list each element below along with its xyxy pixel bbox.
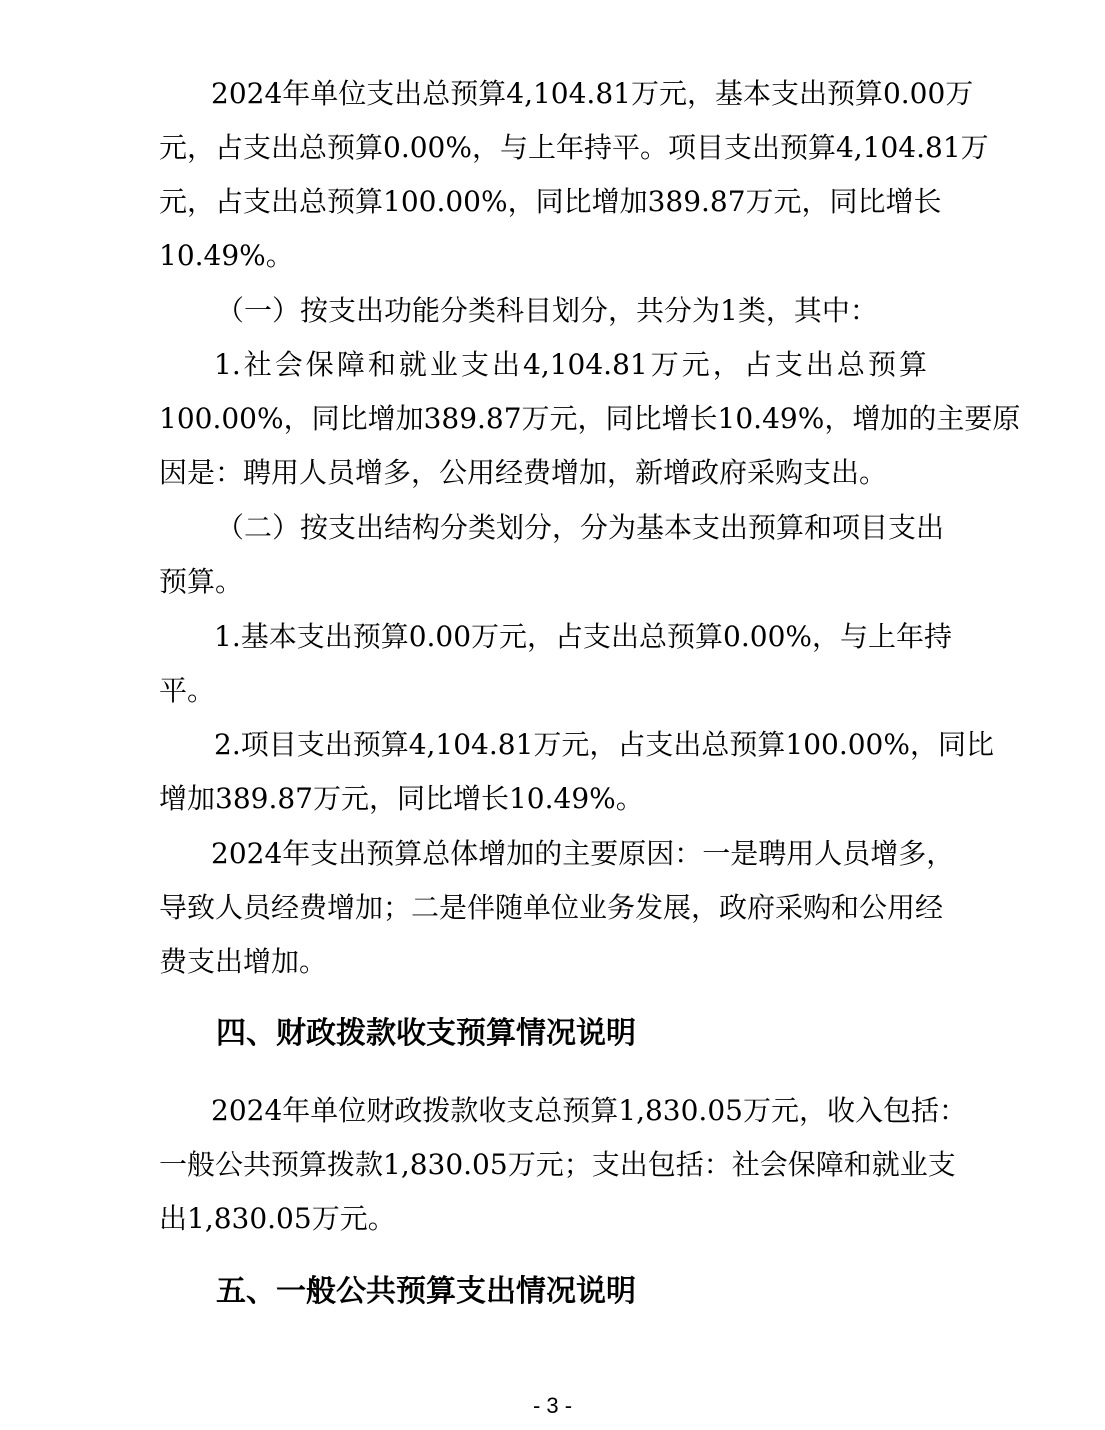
paragraph-3-line-1: 1.社会保障和就业支出4,104.81万元，占支出总预算 <box>214 348 927 381</box>
paragraph-2-line-1: （一）按支出功能分类科目划分，共分为1类，其中： <box>216 294 878 327</box>
paragraph-4-line-1: （二）按支出结构分类划分，分为基本支出预算和项目支出 <box>216 511 945 544</box>
paragraph-4-line-2: 预算。 <box>159 565 244 598</box>
paragraph-8-line-2: 一般公共预算拨款1,830.05万元；支出包括：社会保障和就业支 <box>159 1148 956 1181</box>
paragraph-6-line-2: 增加389.87万元，同比增长10.49%。 <box>159 782 644 815</box>
paragraph-5-line-1: 1.基本支出预算0.00万元，占支出总预算0.00%，与上年持 <box>214 620 953 653</box>
paragraph-7-line-1: 2024年支出预算总体增加的主要原因：一是聘用人员增多， <box>211 837 955 870</box>
paragraph-7-line-2: 导致人员经费增加；二是伴随单位业务发展，政府采购和公用经 <box>159 891 944 924</box>
paragraph-1-line-3: 元，占支出总预算100.00%，同比增加389.87万元，同比增长 <box>159 185 942 218</box>
page-number: - 3 - <box>532 1393 573 1418</box>
paragraph-7-line-3: 费支出增加。 <box>159 945 328 978</box>
paragraph-6-line-1: 2.项目支出预算4,104.81万元，占支出总预算100.00%，同比 <box>214 728 994 761</box>
paragraph-3-line-2: 100.00%，同比增加389.87万元，同比增长10.49%，增加的主要原 <box>159 402 1021 435</box>
section-heading-5: 五、一般公共预算支出情况说明 <box>216 1274 636 1309</box>
paragraph-1-line-4: 10.49%。 <box>159 239 294 272</box>
paragraph-5-line-2: 平。 <box>159 674 216 707</box>
paragraph-1-line-2: 元，占支出总预算0.00%，与上年持平。项目支出预算4,104.81万 <box>159 131 989 164</box>
paragraph-8-line-3: 出1,830.05万元。 <box>159 1202 396 1235</box>
paragraph-1-line-1: 2024年单位支出总预算4,104.81万元，基本支出预算0.00万 <box>211 77 974 110</box>
paragraph-8-line-1: 2024年单位财政拨款收支总预算1,830.05万元，收入包括： <box>211 1094 967 1127</box>
section-heading-4: 四、财政拨款收支预算情况说明 <box>216 1016 636 1051</box>
paragraph-3-line-3: 因是：聘用人员增多，公用经费增加，新增政府采购支出。 <box>159 456 888 489</box>
